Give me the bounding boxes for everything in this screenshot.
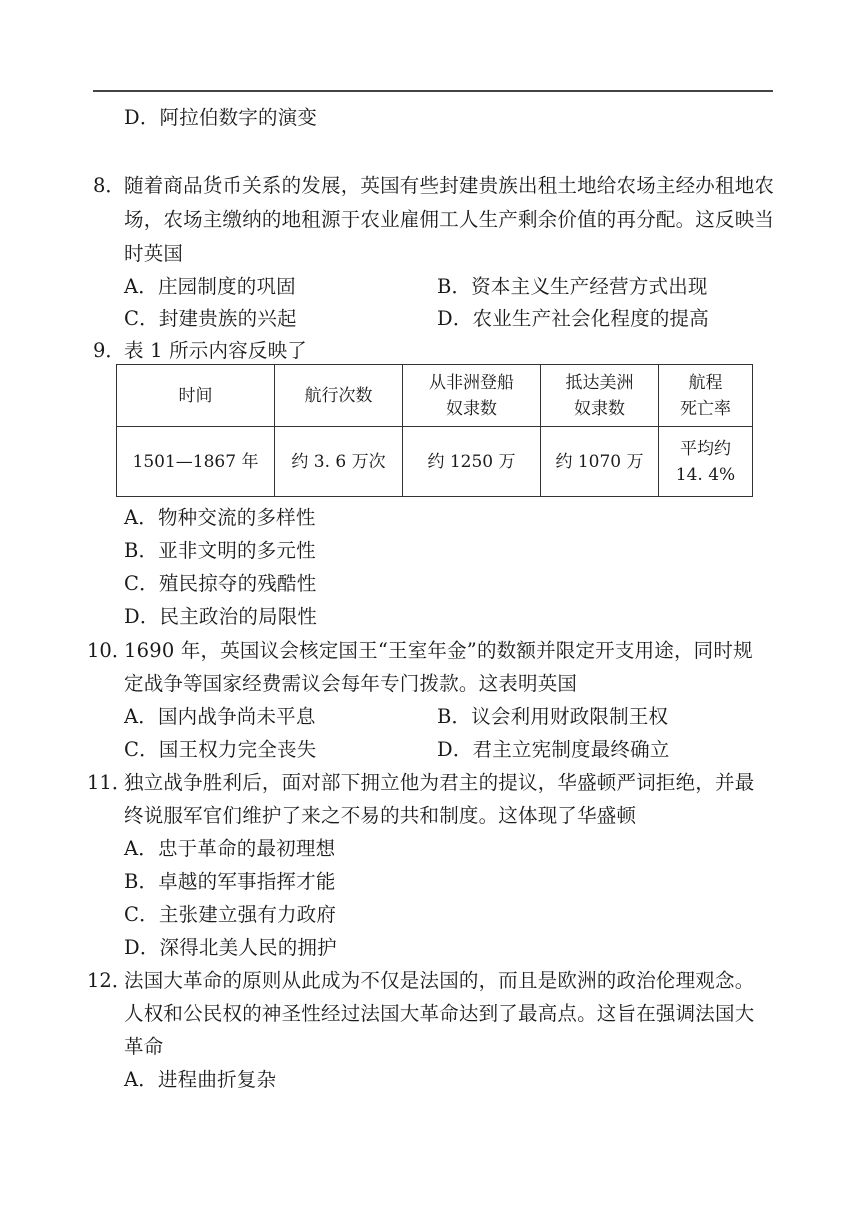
q8-option-d: D．农业生产社会化程度的提高 [437,307,709,330]
q9-table [116,364,753,497]
td-slaves-arrived: 约 1070 万 [541,427,659,497]
q8-stem-line-3: 时英国 [124,242,184,265]
header-rule [93,90,773,92]
q9-number: 9． [93,339,125,362]
q9-option-a: A．物种交流的多样性 [124,506,316,529]
q12-stem-line-2: 人权和公民权的神圣性经过法国大革命达到了最高点。这旨在强调法国大 [124,1002,755,1025]
th-mortality: 航程 死亡率 [659,365,753,427]
q11-option-d: D．深得北美人民的拥护 [124,936,337,959]
q10-option-b: B．议会利用财政限制王权 [437,705,669,728]
q8-number: 8． [93,174,125,197]
td-time: 1501—1867 年 [117,427,275,497]
q9-option-b: B．亚非文明的多元性 [124,539,316,562]
q12-stem-line-1: 法国大革命的原则从此成为不仅是法国的，而且是欧洲的政治伦理观念。 [124,969,755,992]
table-header-row [117,365,753,427]
q9-option-d: D．民主政治的局限性 [124,605,318,628]
q8-option-a: A．庄园制度的巩固 [124,275,296,298]
td-mortality: 平均约 14. 4% [659,427,753,497]
q11-stem-line-1: 独立战争胜利后，面对部下拥立他为君主的提议，华盛顿严词拒绝，并最 [124,771,755,794]
q8-option-b: B．资本主义生产经营方式出现 [437,275,708,298]
q11-option-a: A．忠于革命的最初理想 [124,837,336,860]
th-slaves-departed: 从非洲登船 奴隶数 [403,365,541,427]
q8-stem-line-1: 随着商品货币关系的发展，英国有些封建贵族出租土地给农场主经办租地农 [124,174,775,197]
q9-option-c: C．殖民掠夺的残酷性 [124,572,317,595]
q9-stem: 表 1 所示内容反映了 [124,339,308,362]
q8-option-c: C．封建贵族的兴起 [124,307,297,330]
q12-option-a: A．进程曲折复杂 [124,1068,277,1091]
q10-stem-line-2: 定战争等国家经费需议会每年专门拨款。这表明英国 [124,672,578,695]
q11-option-b: B．卓越的军事指挥才能 [124,870,336,893]
q11-stem-line-2: 终说服军官们维护了来之不易的共和制度。这体现了华盛顿 [124,804,637,827]
q10-option-c: C．国王权力完全丧失 [124,738,317,761]
th-voyages: 航行次数 [275,365,403,427]
th-slaves-arrived: 抵达美洲 奴隶数 [541,365,659,427]
th-time: 时间 [117,365,275,427]
q10-option-d: D．君主立宪制度最终确立 [437,738,670,761]
q10-number: 10． [87,639,132,662]
q12-stem-line-3: 革命 [124,1035,164,1058]
q10-stem-line-1: 1690 年，英国议会核定国王“王室年金”的数额并限定开支用途，同时规 [124,639,753,662]
q7-option-d: D．阿拉伯数字的演变 [124,106,318,129]
q11-number: 11． [87,771,132,794]
q12-number: 12． [87,969,132,992]
q8-stem-line-2: 场，农场主缴纳的地租源于农业雇佣工人生产剩余价值的再分配。这反映当 [124,208,775,231]
td-slaves-departed: 约 1250 万 [403,427,541,497]
q11-option-c: C．主张建立强有力政府 [124,903,337,926]
table-row [117,427,753,497]
q10-option-a: A．国内战争尚未平息 [124,705,316,728]
td-voyages: 约 3. 6 万次 [275,427,403,497]
